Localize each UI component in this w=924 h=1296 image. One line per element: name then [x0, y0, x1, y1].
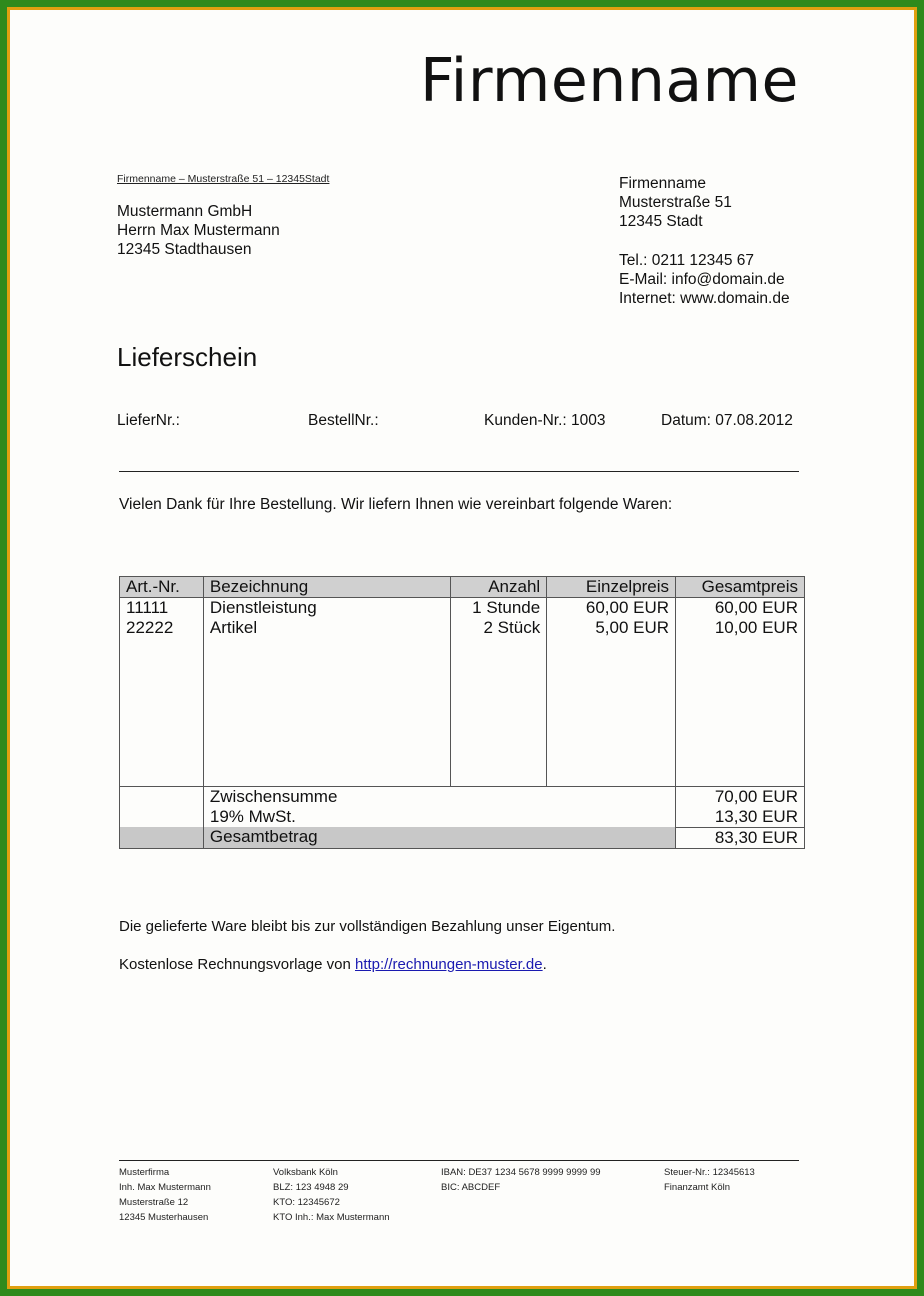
company-address-line: 12345 Stadt [619, 213, 703, 230]
footer-line: BIC: ABCDEF [441, 1182, 501, 1193]
footer-line: Musterfirma [119, 1167, 170, 1178]
company-address [619, 174, 732, 231]
vat-value: 13,30 EUR [676, 807, 805, 828]
footer-bank [273, 1165, 390, 1225]
company-contact [619, 251, 790, 308]
company-website: Internet: www.domain.de [619, 290, 790, 307]
column-header: Gesamtpreis [676, 577, 805, 598]
footer-line: Musterstraße 12 [119, 1197, 189, 1208]
table-cell: 1 Stunde [451, 598, 547, 619]
footer-company [119, 1165, 211, 1225]
items-table [119, 576, 805, 849]
recipient-line: Herrn Max Mustermann [117, 222, 280, 239]
template-note-suffix: . [542, 956, 547, 973]
sender-return-line: Firmenname – Musterstraße 51 – 12345Stadt [117, 173, 330, 185]
template-note [119, 956, 547, 973]
company-title: Firmenname [420, 46, 799, 116]
footer-line: Inh. Max Mustermann [119, 1182, 211, 1193]
column-header: Einzelpreis [547, 577, 676, 598]
table-cell: 60,00 EUR [676, 598, 805, 619]
total-label: Gesamtbetrag [203, 827, 675, 848]
footer-line: KTO: 12345672 [273, 1197, 340, 1208]
footer-separator [119, 1160, 799, 1161]
footer-line: Volksbank Köln [273, 1167, 338, 1178]
company-phone: Tel.: 0211 12345 67 [619, 252, 755, 269]
column-header: Bezeichnung [203, 577, 450, 598]
total-row [120, 827, 805, 848]
table-row [120, 618, 805, 638]
column-header: Anzahl [451, 577, 547, 598]
footer-line: IBAN: DE37 1234 5678 9999 9999 99 [441, 1167, 601, 1178]
column-header: Art.-Nr. [120, 577, 204, 598]
table-cell: 10,00 EUR [676, 618, 805, 638]
table-header-row [120, 577, 805, 598]
template-note-text: Kostenlose Rechnungsvorlage von [119, 956, 355, 973]
table-cell: Artikel [203, 618, 450, 638]
footer-line: KTO Inh.: Max Mustermann [273, 1212, 390, 1223]
subtotal-row [120, 786, 805, 807]
table-cell: 22222 [120, 618, 204, 638]
recipient-address [117, 202, 280, 259]
table-cell: Dienstleistung [203, 598, 450, 619]
table-row [120, 598, 805, 619]
footer-line: BLZ: 123 4948 29 [273, 1182, 349, 1193]
document-date: Datum: 07.08.2012 [661, 412, 793, 429]
customer-number: Kunden-Nr.: 1003 [484, 412, 606, 429]
company-address-line: Musterstraße 51 [619, 194, 732, 211]
footer-line: Finanzamt Köln [664, 1182, 731, 1193]
recipient-line: 12345 Stadthausen [117, 241, 252, 258]
footer-line: 12345 Musterhausen [119, 1212, 209, 1223]
table-cell: 5,00 EUR [547, 618, 676, 638]
table-cell: 11111 [120, 598, 204, 619]
ownership-note: Die gelieferte Ware bleibt bis zur vollständigen Bezahlung unser Eigentum. [119, 918, 616, 935]
company-email: E-Mail: info@domain.de [619, 271, 785, 288]
table-spacer-row [120, 638, 805, 786]
template-link[interactable]: http://rechnungen-muster.de [355, 956, 543, 973]
order-number-label: BestellNr.: [308, 412, 379, 429]
intro-text: Vielen Dank für Ihre Bestellung. Wir liefern Ihnen wie vereinbart folgende Waren: [119, 496, 673, 513]
footer-line: Steuer-Nr.: 12345613 [664, 1167, 755, 1178]
vat-label: 19% MwSt. [203, 807, 675, 828]
table-cell: 2 Stück [451, 618, 547, 638]
table-cell: 60,00 EUR [547, 598, 676, 619]
footer-iban [441, 1165, 601, 1195]
separator-line [119, 471, 799, 472]
document-title: Lieferschein [117, 342, 258, 372]
recipient-line: Mustermann GmbH [117, 203, 253, 220]
subtotal-value: 70,00 EUR [676, 786, 805, 807]
company-address-line: Firmenname [619, 175, 706, 192]
total-value: 83,30 EUR [676, 827, 805, 848]
footer-tax [664, 1165, 755, 1195]
delivery-number-label: LieferNr.: [117, 412, 180, 429]
subtotal-label: Zwischensumme [203, 786, 675, 807]
vat-row [120, 807, 805, 828]
